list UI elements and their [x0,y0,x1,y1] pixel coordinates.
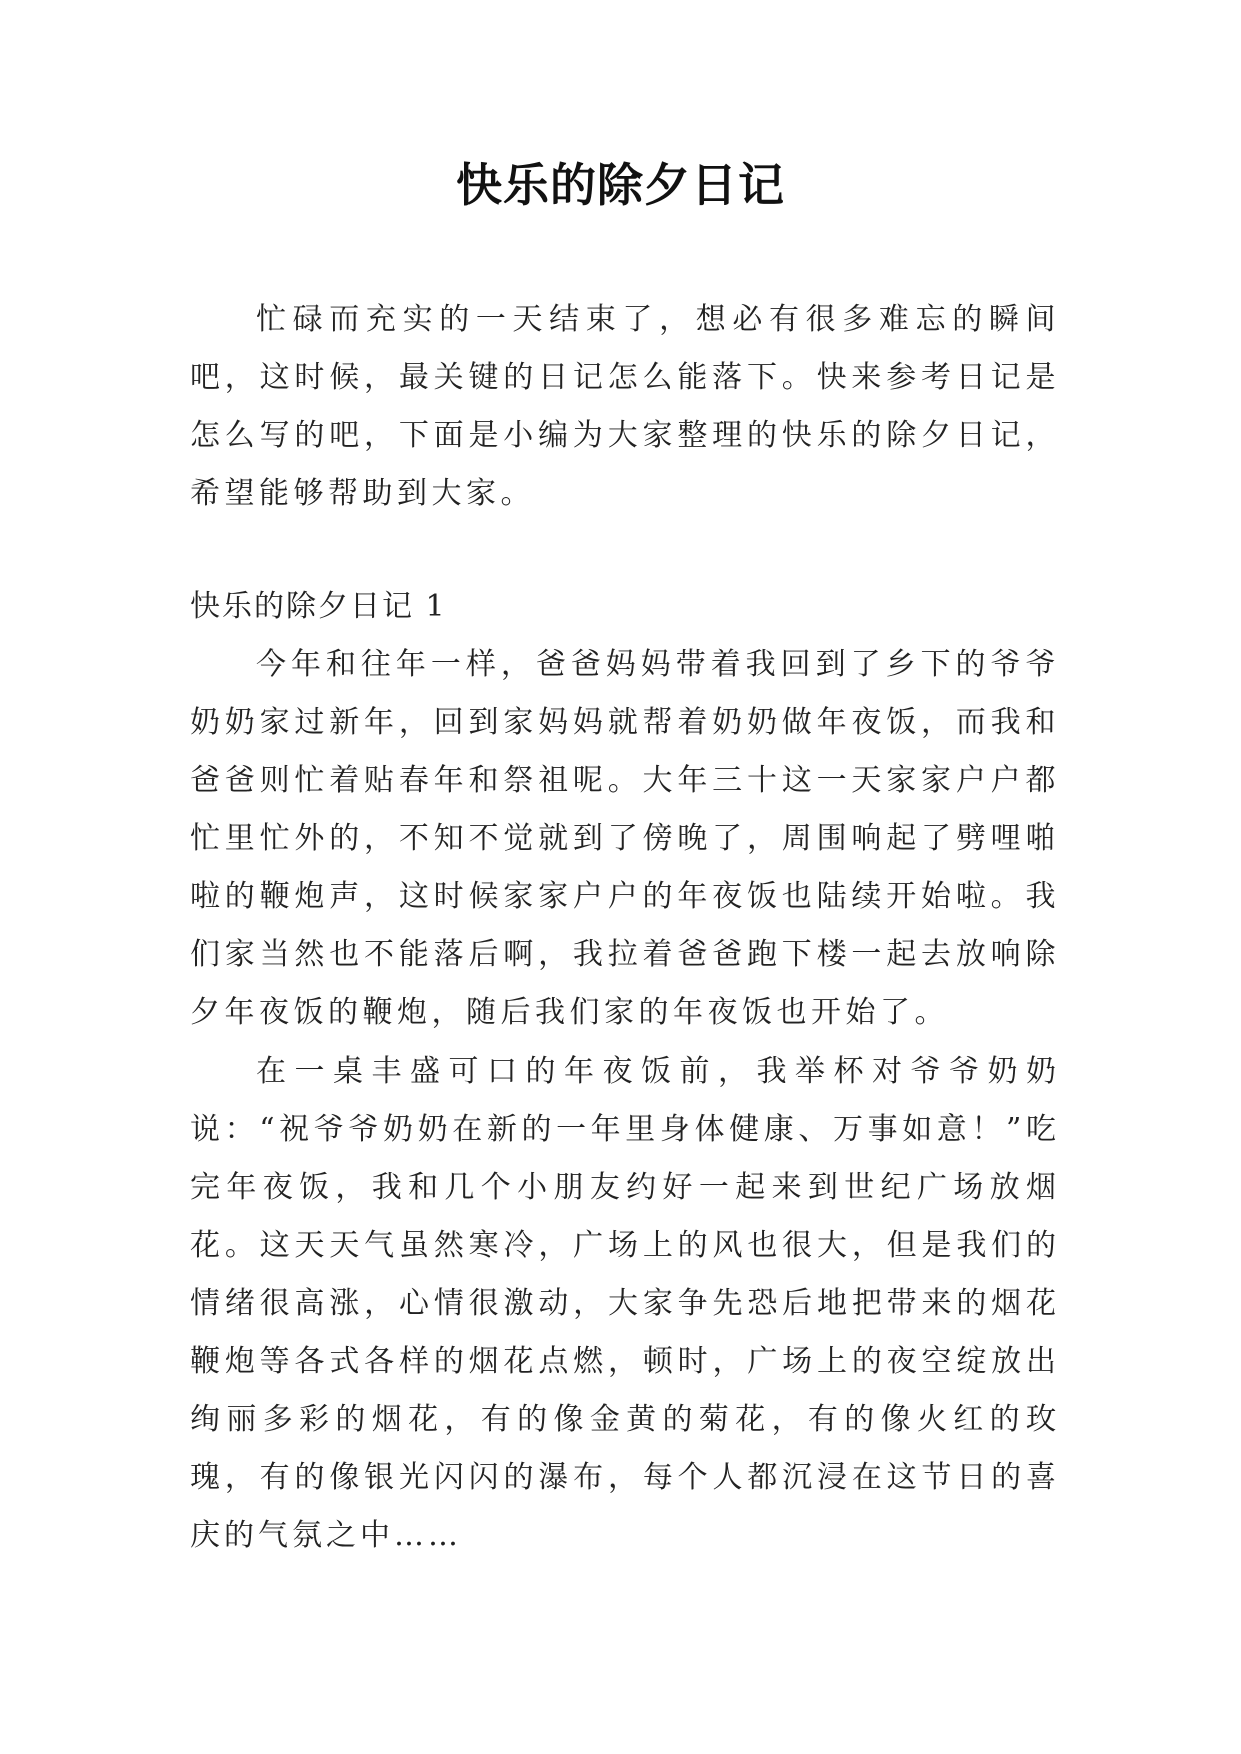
body-paragraph: 在一桌丰盛可口的年夜饭前，我举杯对爷爷奶奶说：“祝爷爷奶奶在新的一年里身体健康、万事如意！”吃完年夜饭，我和几个小朋友约好一起来到世纪广场放烟花。这天天气虽然寒冷，广场上的风也很大，但是我们的情绪很高涨，心情很激动，大家争先恐后地把带来的烟花鞭炮等各式各样的烟花点燃，顿时，广场上的夜空绽放出绚丽多彩的烟花，有的像金黄的菊花，有的像火红的玫瑰，有的像银光闪闪的瀑布，每个人都沉浸在这节日的喜庆的气氛之中…… [190,1054,1060,1553]
document-title: 快乐的除夕日记 [456,158,785,212]
intro-paragraph: 忙碌而充实的一天结束了，想必有很多难忘的瞬间吧，这时候，最关键的日记怎么能落下。快来参考日记是怎么写的吧，下面是小编为大家整理的快乐的除夕日记，希望能够帮助到大家。 [190,302,1060,511]
body-paragraph: 今年和往年一样，爸爸妈妈带着我回到了乡下的爷爷奶奶家过新年，回到家妈妈就帮着奶奶做年夜饭，而我和爸爸则忙着贴春年和祭祖呢。大年三十这一天家家户户都忙里忙外的，不知不觉就到了傍晚了，周围响起了劈哩啪啦的鞭炮声，这时候家家户户的年夜饭也陆续开始啦。我们家当然也不能落后啊，我拉着爸爸跑下楼一起去放响除夕年夜饭的鞭炮，随后我们家的年夜饭也开始了。 [190,647,1060,1030]
section-heading: 快乐的除夕日记 1 [190,589,447,624]
